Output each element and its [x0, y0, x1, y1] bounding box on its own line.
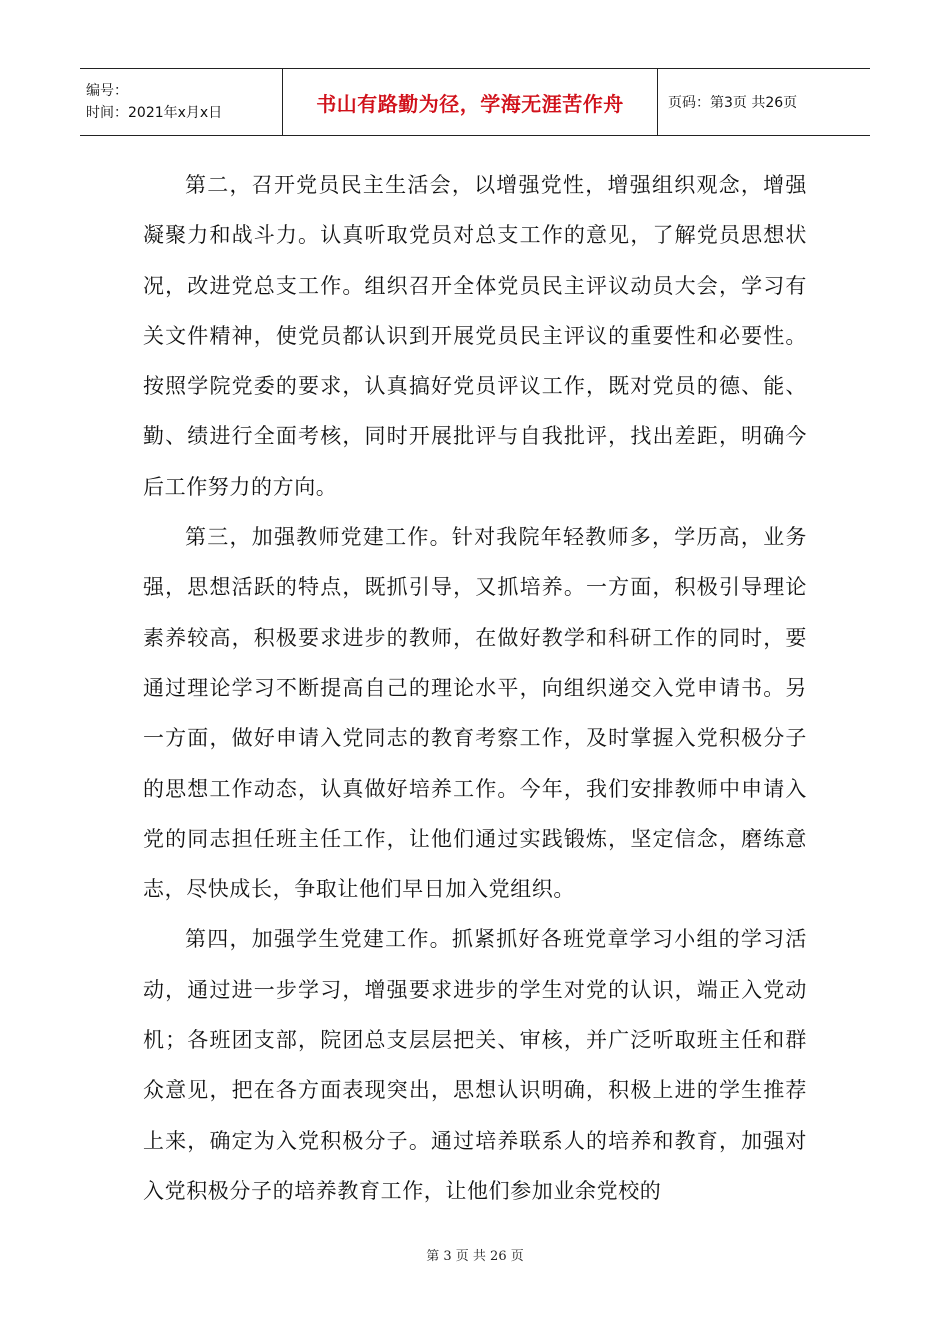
header-meta-cell	[80, 69, 283, 135]
paragraph: 第四，加强学生党建工作。抓紧抓好各班党章学习小组的学习活动，通过进一步学习，增强要求进步的学生对党的认识，端正入党动机；各班团支部，院团总支层层把关、审核，并广泛听取班主任和群众意见，把在各方面表现突出，思想认识明确，积极上进的学生推荐上来，确定为入党积极分子。通过培养联系人的培养和教育，加强对入党积极分子的培养教育工作，让他们参加业余党校的	[143, 927, 807, 1203]
document-time-label: 时间：2021年x月x日	[86, 105, 223, 121]
header-motto-cell	[283, 69, 658, 135]
document-body	[143, 160, 807, 1216]
page-footer: 第 3 页 共 26 页	[426, 1249, 524, 1264]
document-number-label: 编号：	[86, 83, 128, 99]
paragraph: 第二，召开党员民主生活会，以增强党性，增强组织观念，增强凝聚力和战斗力。认真听取党员对总支工作的意见，了解党员思想状况，改进党总支工作。组织召开全体党员民主评议动员大会，学习有关文件精神，使党员都认识到开展党员民主评议的重要性和必要性。按照学院党委的要求，认真搞好党员评议工作，既对党员的德、能、勤、绩进行全面考核，同时开展批评与自我批评，找出差距，明确今后工作努力的方向。	[143, 173, 807, 499]
header-page-cell	[658, 69, 870, 135]
paragraph: 第三，加强教师党建工作。针对我院年轻教师多，学历高，业务强，思想活跃的特点，既抓引导，又抓培养。一方面，积极引导理论素养较高，积极要求进步的教师，在做好教学和科研工作的同时，要通过理论学习不断提高自己的理论水平，向组织递交入党申请书。另一方面，做好申请入党同志的教育考察工作，及时掌握入党积极分子的思想工作动态，认真做好培养工作。今年，我们安排教师中申请入党的同志担任班主任工作，让他们通过实践锻炼，坚定信念，磨练意志，尽快成长，争取让他们早日加入党组织。	[143, 525, 807, 902]
document-header	[80, 68, 870, 136]
header-motto: 书山有路勤为径，学海无涯苦作舟	[316, 91, 624, 116]
header-page-info: 页码：第3页 共26页	[668, 95, 798, 111]
